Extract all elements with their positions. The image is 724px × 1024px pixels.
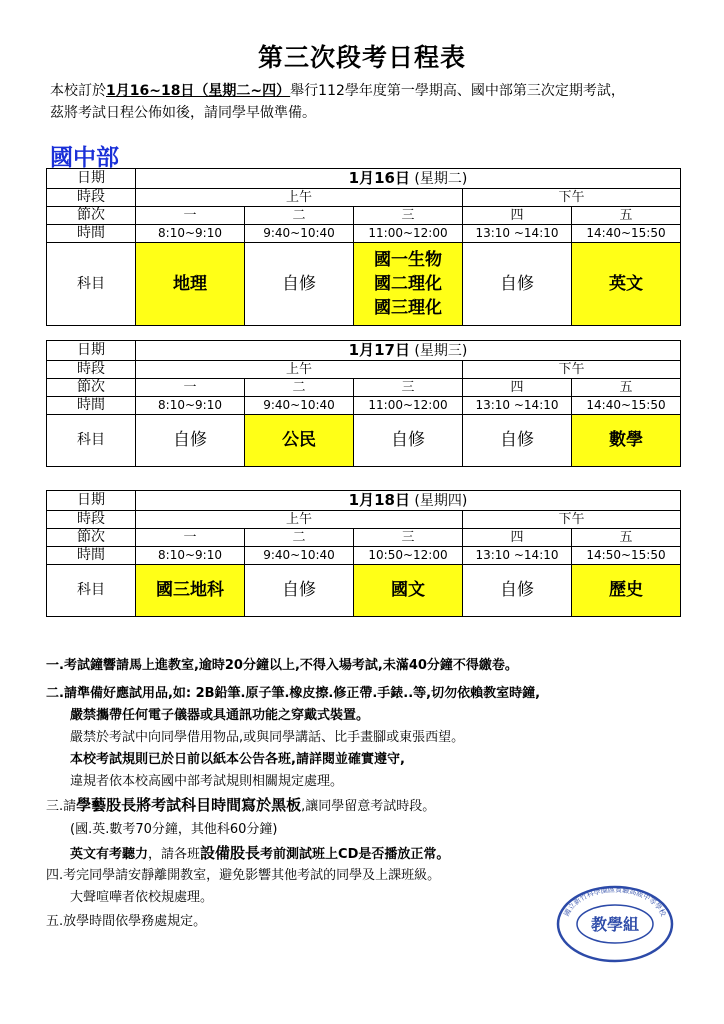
- schedule-table-day3: [46, 490, 681, 617]
- note-line: 大聲喧嘩者依校規處理。: [70, 890, 214, 905]
- time-3: 11:00~12:00: [354, 397, 463, 415]
- label-time: 時間: [47, 547, 136, 565]
- period-2: 二: [245, 207, 354, 225]
- period-5: 五: [572, 207, 681, 225]
- period-4: 四: [463, 379, 572, 397]
- subject-cell-5: [572, 243, 681, 326]
- svg-text:國立新竹科學園區實驗高級中等學校: 國立新竹科學園區實驗高級中等學校: [562, 885, 668, 918]
- date-cell: [136, 491, 681, 511]
- subject-cell-3: [354, 243, 463, 326]
- time-1: 8:10~9:10: [136, 547, 245, 565]
- date-cell: [136, 169, 681, 189]
- date-value: 1月16日: [348, 168, 410, 187]
- schedule-table-day1: [46, 168, 681, 326]
- weekday: (星期三): [414, 342, 468, 359]
- slot-pm: 下午: [463, 511, 681, 529]
- note-line: 四.考完同學請安靜離開教室，避免影響其他考試的同學及上課班級。: [46, 868, 441, 883]
- subject-name: 國三理化: [374, 298, 442, 318]
- subject-cell-2: [245, 565, 354, 617]
- period-1: 一: [136, 207, 245, 225]
- slot-pm: 下午: [463, 361, 681, 379]
- schedule-table-day2: [46, 340, 681, 467]
- note-line: 二.請準備好應試用品,如: 2B鉛筆.原子筆.橡皮擦.修正帶.手錶..等,切勿依賴教室時鐘,: [46, 686, 541, 701]
- time-5: 14:50~15:50: [572, 547, 681, 565]
- subject-cell-4: [463, 415, 572, 467]
- weekday: (星期二): [414, 170, 468, 187]
- subject-cell-1: [136, 565, 245, 617]
- subject-name: 自修: [500, 430, 534, 450]
- subject-cell-2: [245, 243, 354, 326]
- subject-cell-3: [354, 415, 463, 467]
- subject-cell-3: [354, 565, 463, 617]
- date-value: 1月17日: [348, 340, 410, 359]
- label-period: 節次: [47, 379, 136, 397]
- slot-am: 上午: [136, 511, 463, 529]
- time-5: 14:40~15:50: [572, 397, 681, 415]
- note-line: 嚴禁於考試中向同學借用物品,或與同學講話、比手畫腳或東張西望。: [70, 730, 465, 745]
- time-2: 9:40~10:40: [245, 397, 354, 415]
- subject-cell-2: [245, 415, 354, 467]
- period-1: 一: [136, 379, 245, 397]
- note-segment: 設備股長: [200, 844, 261, 862]
- subject-name: 自修: [391, 430, 425, 450]
- period-4: 四: [463, 529, 572, 547]
- label-date: 日期: [47, 341, 136, 361]
- subject-name: 自修: [282, 273, 316, 294]
- stamp-seal: [555, 884, 675, 964]
- label-period: 節次: [47, 207, 136, 225]
- subject-cell-1: [136, 415, 245, 467]
- label-subject: 科目: [47, 243, 136, 326]
- label-date: 日期: [47, 491, 136, 511]
- subject-name: 自修: [173, 430, 207, 450]
- period-3: 三: [354, 379, 463, 397]
- subject-name: 自修: [500, 273, 534, 294]
- section-title: 國中部: [50, 145, 119, 171]
- intro-dates: 1月16~18日（星期二~四）: [106, 83, 291, 99]
- label-period: 節次: [47, 529, 136, 547]
- date-cell: [136, 341, 681, 361]
- label-subject: 科目: [47, 415, 136, 467]
- period-3: 三: [354, 529, 463, 547]
- subject-name: 自修: [500, 580, 534, 600]
- note-line: 一.考試鐘響請馬上進教室,逾時20分鐘以上,不得入場考試,未滿40分鐘不得繳卷。: [46, 658, 518, 673]
- note-segment: ,讓同學留意考試時段。: [301, 799, 436, 814]
- period-1: 一: [136, 529, 245, 547]
- note-line: 本校考試規則已於日前以紙本公告各班,請詳閱並確實遵守,: [70, 752, 405, 767]
- label-subject: 科目: [47, 565, 136, 617]
- label-slot: 時段: [47, 511, 136, 529]
- subject-cell-5: [572, 415, 681, 467]
- time-2: 9:40~10:40: [245, 547, 354, 565]
- subject-name: 地理: [173, 273, 207, 294]
- time-4: 13:10 ~14:10: [463, 397, 572, 415]
- note-line: 嚴禁攜帶任何電子儀器或具通訊功能之穿戴式裝置。: [70, 708, 370, 723]
- note-line: [70, 842, 449, 863]
- note-segment: 三.請: [46, 799, 77, 814]
- note-segment: 考前測試班上CD是否播放正常。: [260, 847, 450, 862]
- subject-cell-4: [463, 565, 572, 617]
- intro-paragraph: [50, 80, 690, 124]
- subject-cell-4: [463, 243, 572, 326]
- subject-name: 數學: [609, 430, 643, 450]
- subject-name: 國三地科: [156, 580, 224, 600]
- subject-name: 公民: [282, 430, 316, 450]
- period-5: 五: [572, 379, 681, 397]
- intro-prefix: 本校訂於: [50, 83, 106, 99]
- subject-name: 國一生物: [374, 250, 442, 270]
- note-line: [46, 794, 435, 815]
- period-2: 二: [245, 379, 354, 397]
- time-4: 13:10 ~14:10: [463, 225, 572, 243]
- time-3: 10:50~12:00: [354, 547, 463, 565]
- time-1: 8:10~9:10: [136, 397, 245, 415]
- label-date: 日期: [47, 169, 136, 189]
- time-1: 8:10~9:10: [136, 225, 245, 243]
- period-3: 三: [354, 207, 463, 225]
- svg-text:教學組: 教學組: [590, 915, 640, 934]
- label-slot: 時段: [47, 189, 136, 207]
- subject-name: 自修: [282, 580, 316, 600]
- intro-line1-rest: 舉行112學年度第一學期高、國中部第三次定期考試，: [290, 83, 625, 99]
- page-title: 第三次段考日程表: [257, 43, 466, 72]
- label-time: 時間: [47, 397, 136, 415]
- note-segment: ，請各班: [148, 847, 201, 862]
- subject-name: 國文: [391, 580, 425, 600]
- subject-cell-1: [136, 243, 245, 326]
- note-line: 五.放學時間依學務處規定。: [46, 914, 207, 929]
- slot-am: 上午: [136, 189, 463, 207]
- time-4: 13:10 ~14:10: [463, 547, 572, 565]
- time-2: 9:40~10:40: [245, 225, 354, 243]
- date-value: 1月18日: [348, 490, 410, 509]
- note-line: 違規者依本校高國中部考試規則相關規定處理。: [70, 774, 344, 789]
- note-segment: 將考試科目時間寫於黑板: [136, 796, 302, 814]
- slot-am: 上午: [136, 361, 463, 379]
- weekday: (星期四): [414, 492, 468, 509]
- subject-name: 英文: [609, 273, 643, 294]
- label-time: 時間: [47, 225, 136, 243]
- period-2: 二: [245, 529, 354, 547]
- subject-name: 歷史: [609, 580, 643, 600]
- subject-name: 國二理化: [374, 274, 442, 294]
- note-segment: 學藝股長: [76, 796, 137, 814]
- time-3: 11:00~12:00: [354, 225, 463, 243]
- period-5: 五: [572, 529, 681, 547]
- note-line: (國.英.數考70分鐘，其他科60分鐘): [70, 822, 278, 837]
- period-4: 四: [463, 207, 572, 225]
- slot-pm: 下午: [463, 189, 681, 207]
- note-segment: 英文有考聽力: [70, 847, 149, 862]
- intro-line2: 茲將考試日程公佈如後，請同學早做準備。: [50, 105, 316, 121]
- time-5: 14:40~15:50: [572, 225, 681, 243]
- subject-cell-5: [572, 565, 681, 617]
- label-slot: 時段: [47, 361, 136, 379]
